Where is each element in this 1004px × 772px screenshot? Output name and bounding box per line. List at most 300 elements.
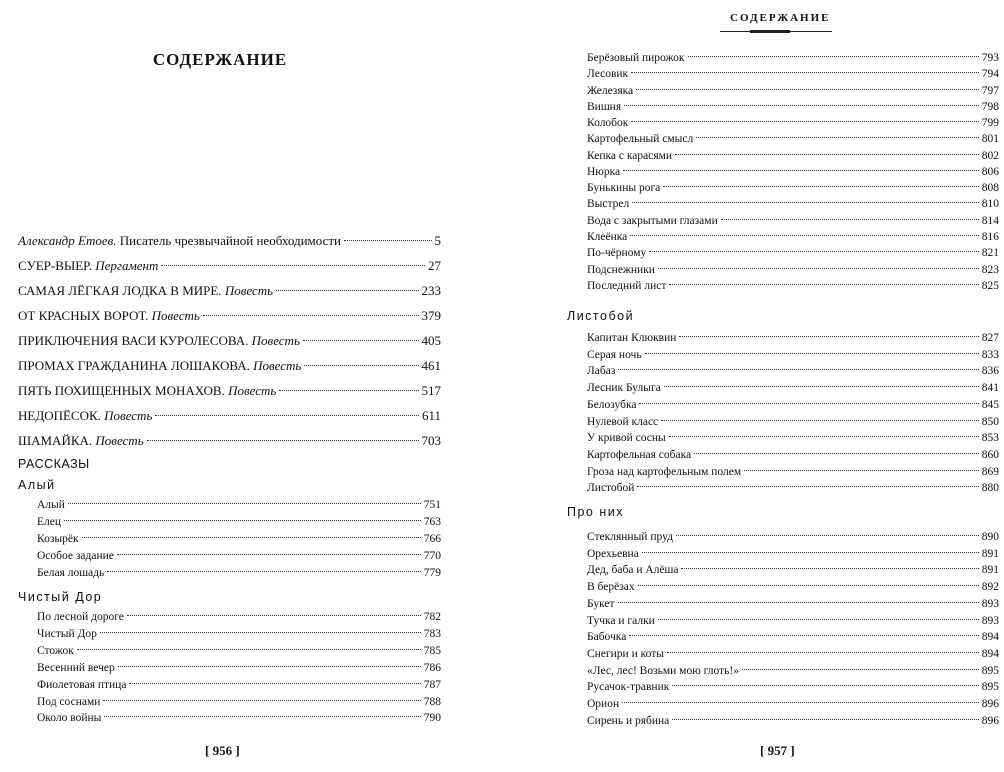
dot-leader (631, 120, 978, 122)
genre-note: Пергамент (92, 258, 159, 273)
toc-entry-title (587, 180, 660, 196)
dot-leader (679, 335, 978, 337)
dot-leader (630, 234, 978, 236)
toc-page-number: 786 (423, 661, 441, 674)
toc-page-number: 816 (981, 230, 999, 243)
story-title: Козырёк (37, 532, 79, 545)
dot-leader (632, 201, 978, 203)
toc-entry (18, 308, 441, 324)
toc-page-number: 703 (421, 433, 441, 448)
toc-entry (587, 229, 999, 245)
dot-leader (661, 419, 979, 421)
toc-entry (587, 245, 999, 261)
toc-page-number: 233 (421, 283, 441, 298)
genre-note: Повесть (224, 383, 277, 398)
toc-page-number: 405 (421, 333, 441, 348)
dot-leader (636, 88, 979, 90)
toc-page-number: 891 (981, 547, 999, 560)
toc-entry-title (587, 229, 627, 245)
toc-entry (587, 330, 999, 346)
story-title: Лесник Булыга (587, 382, 661, 395)
toc-entry-title (587, 115, 628, 131)
toc-entry-title (587, 99, 621, 115)
toc-entry-title (587, 464, 741, 480)
toc-page-number: 827 (981, 332, 999, 344)
toc-page-number: 799 (981, 117, 999, 130)
toc-entry (587, 131, 999, 147)
story-title: Весенний вечер (37, 661, 115, 674)
toc-entry (587, 363, 999, 379)
toc-entry (37, 660, 441, 676)
story-title: Русачок-травник (587, 681, 670, 694)
dot-leader (68, 502, 421, 504)
toc-entry (587, 213, 999, 229)
story-title: Орехьевна (587, 547, 639, 560)
toc-entry-title (587, 562, 678, 578)
toc-entry (18, 258, 441, 274)
dot-leader (638, 584, 979, 586)
toc-page-number: 782 (423, 611, 441, 623)
toc-page-number: 895 (981, 664, 999, 677)
toc-entry (18, 358, 441, 374)
toc-page-number: 869 (981, 465, 999, 478)
dot-leader (649, 250, 979, 252)
page-title: СОДЕРЖАНИЕ (152, 50, 288, 69)
story-title: Орион (587, 698, 620, 710)
genre-note: Повесть (148, 308, 200, 323)
page-number-right: [ 957 ] (760, 743, 795, 758)
dot-leader (623, 169, 979, 171)
dot-leader (669, 435, 979, 437)
story-title: По лесной дороге (37, 611, 124, 623)
toc-entry-title (587, 131, 693, 147)
dot-leader (77, 648, 421, 650)
toc-entry-title (37, 643, 74, 659)
work-title: ПРИКЛЮЧЕНИЯ ВАСИ КУРОЛЕСОВА. (18, 333, 249, 348)
dot-leader (622, 701, 979, 703)
toc-entry (18, 433, 441, 449)
toc-entry-title (587, 330, 676, 346)
story-title: Особое задание (37, 549, 114, 562)
genre-note: Повесть (249, 358, 302, 373)
toc-entry (587, 679, 999, 695)
toc-entry-title (37, 626, 97, 642)
toc-entry (18, 383, 441, 399)
toc-entry (37, 710, 441, 726)
toc-entry (587, 262, 999, 278)
dot-leader (637, 485, 978, 487)
toc-entry (37, 565, 441, 581)
toc-page-number: 794 (981, 68, 999, 81)
toc-entry-title (587, 629, 626, 645)
toc-page-number: 880 (981, 482, 999, 495)
dot-leader (721, 218, 979, 220)
toc-entry-title (587, 213, 718, 229)
dot-leader (658, 618, 979, 620)
toc-entry-title (587, 278, 666, 294)
toc-page-number: 787 (423, 678, 441, 691)
dot-leader (304, 364, 418, 366)
dot-leader (203, 314, 419, 316)
toc-entry-title (18, 233, 341, 249)
dot-leader (127, 614, 421, 616)
right-page (510, 0, 1004, 772)
page-number-left: [ 956 ] (205, 743, 240, 758)
dot-leader (742, 668, 979, 670)
toc-entry-title (587, 546, 639, 562)
work-title: НЕДОПЁСОК. (18, 408, 101, 423)
toc-entry (587, 613, 999, 629)
dot-leader (642, 551, 979, 553)
toc-entry (18, 233, 441, 249)
toc-page-number: 611 (421, 408, 441, 423)
toc-entry (587, 99, 999, 115)
toc-page-number: 891 (981, 564, 999, 577)
toc-entry (587, 180, 999, 196)
work-title: СУЕР-ВЫЕР. (18, 258, 93, 273)
story-title: Колобок (587, 117, 629, 130)
section-heading: Листобой (567, 309, 635, 323)
toc-entry-title (37, 514, 61, 530)
toc-entry-title (18, 258, 158, 274)
toc-entry-title (587, 579, 635, 595)
toc-entry-title (587, 83, 633, 99)
toc-entry-title (587, 397, 636, 413)
dot-leader (64, 519, 421, 521)
toc-entry-title (587, 447, 691, 463)
dot-leader (672, 718, 978, 720)
toc-entry (587, 164, 999, 180)
story-title: Дед, баба и Алёша (587, 564, 679, 577)
toc-page-number: 833 (981, 348, 999, 361)
dot-leader (618, 368, 978, 370)
toc-entry-title (587, 663, 739, 679)
toc-entry-title (587, 66, 628, 82)
toc-page-number: 896 (981, 698, 999, 710)
toc-entry-title (37, 694, 100, 710)
toc-entry-title (587, 646, 664, 662)
toc-page-number: 806 (981, 165, 999, 178)
dot-leader (663, 185, 978, 187)
toc-entry-title (37, 497, 65, 513)
dot-leader (303, 339, 419, 341)
toc-entry-title (37, 565, 104, 581)
toc-page-number: 850 (981, 415, 999, 428)
story-title: Под соснами (37, 695, 101, 708)
toc-page-number: 810 (981, 198, 999, 211)
story-title: Картофельный смысл (587, 133, 694, 146)
toc-entry (587, 562, 999, 578)
story-title: Серая ночь (587, 348, 642, 361)
toc-entry (37, 497, 441, 513)
toc-entry (587, 50, 999, 66)
toc-entry (587, 397, 999, 413)
toc-entry (587, 646, 999, 662)
toc-entry-title (587, 529, 673, 545)
dot-leader (675, 153, 979, 155)
toc-entry (587, 546, 999, 562)
toc-page-number: 845 (981, 398, 999, 411)
toc-page-number: 5 (434, 233, 441, 248)
story-title: В берёзах (587, 581, 635, 594)
toc-entry (587, 83, 999, 99)
story-title: Около войны (37, 712, 102, 725)
toc-entry (37, 694, 441, 710)
toc-page-number: 785 (423, 644, 441, 657)
toc-page-number: 893 (981, 614, 999, 627)
dot-leader (155, 414, 419, 416)
work-title: ПРОМАХ ГРАЖДАНИНА ЛОШАКОВА. (18, 358, 250, 373)
toc-entry-title (587, 713, 669, 729)
story-title: Листобой (587, 482, 635, 495)
toc-page-number: 770 (423, 549, 441, 562)
dot-leader (117, 553, 421, 555)
toc-page-number: 379 (421, 308, 441, 323)
toc-page-number: 895 (981, 681, 999, 694)
dot-leader (664, 385, 979, 387)
toc-page-number: 894 (981, 647, 999, 660)
toc-page-number: 517 (421, 383, 441, 398)
toc-entry-title (37, 531, 79, 547)
dot-leader (645, 352, 979, 354)
story-title: Стеклянный пруд (587, 531, 673, 543)
toc-entry-title (587, 679, 669, 695)
story-title: Берёзовый пирожок (587, 52, 685, 64)
story-title: Фиолетовая птица (37, 678, 127, 691)
dot-leader (618, 601, 979, 603)
toc-page-number: 853 (981, 432, 999, 445)
dot-leader (688, 55, 979, 57)
toc-page-number: 461 (421, 358, 441, 373)
dot-leader (672, 684, 978, 686)
story-title: Выстрел (587, 198, 630, 211)
story-title: Картофельная собака (587, 448, 692, 461)
toc-entry-title (37, 660, 115, 676)
toc-entry (587, 713, 999, 729)
story-title: Клеёнка (587, 230, 628, 243)
toc-entry (587, 115, 999, 131)
toc-entry-title (37, 609, 124, 625)
toc-entry (37, 609, 441, 625)
toc-page-number: 825 (981, 279, 999, 292)
toc-entry-title (587, 347, 642, 363)
toc-entry-title (18, 283, 273, 299)
dot-leader (104, 715, 420, 717)
work-title: ШАМАЙКА. (18, 433, 93, 448)
story-title: Чистый Дор (37, 627, 97, 640)
author-name: Александр Етоев. (18, 233, 117, 248)
toc-entry-title (587, 50, 685, 66)
story-title: Алый (37, 499, 65, 511)
toc-entry-title (587, 596, 615, 612)
genre-note: Повесть (248, 333, 300, 348)
toc-page-number: 890 (981, 531, 999, 543)
toc-entry-title (587, 414, 658, 430)
genre-note: Повесть (221, 283, 274, 298)
toc-page-number: 801 (981, 133, 999, 146)
toc-entry (37, 531, 441, 547)
story-title: Бабочка (587, 631, 627, 644)
running-head-rule-accent (750, 30, 790, 33)
section-heading: Чистый Дор (18, 590, 103, 604)
toc-page-number: 797 (981, 84, 999, 97)
toc-entry (18, 283, 441, 299)
dot-leader (100, 631, 421, 633)
toc-entry (587, 66, 999, 82)
genre-note: Повесть (100, 408, 153, 423)
dot-leader (129, 682, 420, 684)
toc-page-number: 892 (981, 581, 999, 594)
dot-leader (669, 283, 978, 285)
left-page (0, 0, 490, 772)
toc-page-number: 821 (981, 247, 999, 260)
story-title: Тучка и галки (587, 614, 655, 627)
toc-page-number: 788 (423, 695, 441, 708)
toc-entry-title (18, 433, 144, 449)
section-heading: Алый (18, 478, 56, 492)
toc-page-number: 798 (981, 100, 999, 113)
story-title: Лабаз (587, 365, 616, 378)
toc-page-number: 751 (423, 499, 441, 511)
story-title: Снегири и коты (587, 647, 664, 660)
toc-page-number: 27 (428, 258, 441, 273)
toc-entry-title (587, 696, 619, 712)
dot-leader (276, 289, 418, 291)
dot-leader (624, 104, 979, 106)
dot-leader (667, 651, 979, 653)
toc-entry-title (37, 710, 101, 726)
toc-page-number: 793 (981, 52, 999, 64)
story-title: Вода с закрытыми глазами (587, 214, 718, 227)
toc-page-number: 814 (981, 214, 999, 227)
story-title: Железяка (587, 84, 634, 97)
story-title: Бунькины рога (587, 182, 661, 195)
toc-entry-title (587, 430, 666, 446)
toc-entry (587, 663, 999, 679)
toc-entry-title (587, 262, 655, 278)
dot-leader (744, 469, 979, 471)
story-title: Подснежники (587, 263, 655, 276)
toc-entry (587, 447, 999, 463)
toc-entry (18, 408, 441, 424)
toc-entry-title (18, 333, 300, 349)
toc-entry (587, 579, 999, 595)
toc-page-number: 779 (423, 566, 441, 579)
story-title: Кепка с карасями (587, 149, 673, 162)
toc-entry (587, 596, 999, 612)
toc-entry (587, 464, 999, 480)
story-title: По-чёрному (587, 247, 647, 260)
toc-entry (37, 643, 441, 659)
dot-leader (279, 389, 418, 391)
toc-page-number: 894 (981, 631, 999, 644)
story-title: Вишня (587, 100, 622, 113)
toc-page-number: 836 (981, 365, 999, 378)
toc-entry-title (37, 677, 126, 693)
dot-leader (658, 267, 979, 269)
story-title: Капитан Клюквин (587, 332, 677, 344)
toc-entry-title (18, 408, 152, 424)
toc-entry (587, 278, 999, 294)
work-title: САМАЯ ЛЁГКАЯ ЛОДКА В МИРЕ. (18, 283, 222, 298)
story-title: Белая лошадь (37, 566, 105, 579)
dot-leader (696, 136, 979, 138)
dot-leader (107, 570, 420, 572)
story-title: Сирень и рябина (587, 714, 670, 727)
toc-page-number: 823 (981, 263, 999, 276)
toc-entry (37, 514, 441, 530)
toc-page-number: 763 (423, 515, 441, 528)
toc-entry (587, 347, 999, 363)
dot-leader (118, 665, 421, 667)
section-heading: РАССКАЗЫ (18, 457, 90, 471)
section-heading: Про них (567, 505, 624, 519)
dot-leader (147, 439, 419, 441)
toc-entry-title (587, 480, 634, 496)
toc-entry (37, 626, 441, 642)
toc-page-number: 841 (981, 382, 999, 395)
dot-leader (344, 239, 432, 241)
toc-entry-title (587, 164, 620, 180)
toc-entry (587, 430, 999, 446)
dot-leader (676, 534, 979, 536)
toc-entry (587, 629, 999, 645)
story-title: Гроза над картофельным полем (587, 465, 742, 478)
toc-entry (587, 696, 999, 712)
story-title: Лесовик (587, 68, 629, 81)
toc-entry-title (587, 380, 661, 396)
story-title: У кривой сосны (587, 432, 666, 445)
toc-entry (587, 529, 999, 545)
work-title: Писатель чрезвычайной необходимости (116, 233, 341, 248)
toc-entry (37, 677, 441, 693)
toc-entry-title (587, 363, 615, 379)
toc-page-number: 860 (981, 448, 999, 461)
story-title: Елец (37, 515, 62, 528)
dot-leader (631, 71, 979, 73)
toc-entry (18, 333, 441, 349)
dot-leader (103, 699, 420, 701)
toc-page-number: 896 (981, 714, 999, 727)
toc-page-number: 808 (981, 182, 999, 195)
story-title: Стожок (37, 644, 74, 657)
toc-entry-title (587, 196, 629, 212)
toc-page-number: 790 (423, 712, 441, 725)
dot-leader (681, 567, 978, 569)
story-title: Белозубка (587, 398, 637, 411)
running-head: СОДЕРЖАНИЕ (730, 12, 831, 24)
toc-entry-title (18, 358, 301, 374)
dot-leader (161, 264, 425, 266)
dot-leader (82, 536, 421, 538)
toc-entry-title (18, 308, 200, 324)
toc-entry-title (587, 148, 672, 164)
toc-entry (37, 548, 441, 564)
story-title: Нулевой класс (587, 415, 659, 428)
story-title: Букет (587, 597, 615, 610)
dot-leader (629, 634, 978, 636)
story-title: Последний лист (587, 279, 667, 292)
genre-note: Повесть (92, 433, 144, 448)
toc-entry-title (37, 548, 114, 564)
story-title: Нюрка (587, 165, 621, 178)
toc-entry (587, 148, 999, 164)
toc-entry-title (587, 245, 646, 261)
dot-leader (639, 402, 978, 404)
toc-entry (587, 480, 999, 496)
toc-page-number: 783 (423, 627, 441, 640)
toc-entry (587, 414, 999, 430)
